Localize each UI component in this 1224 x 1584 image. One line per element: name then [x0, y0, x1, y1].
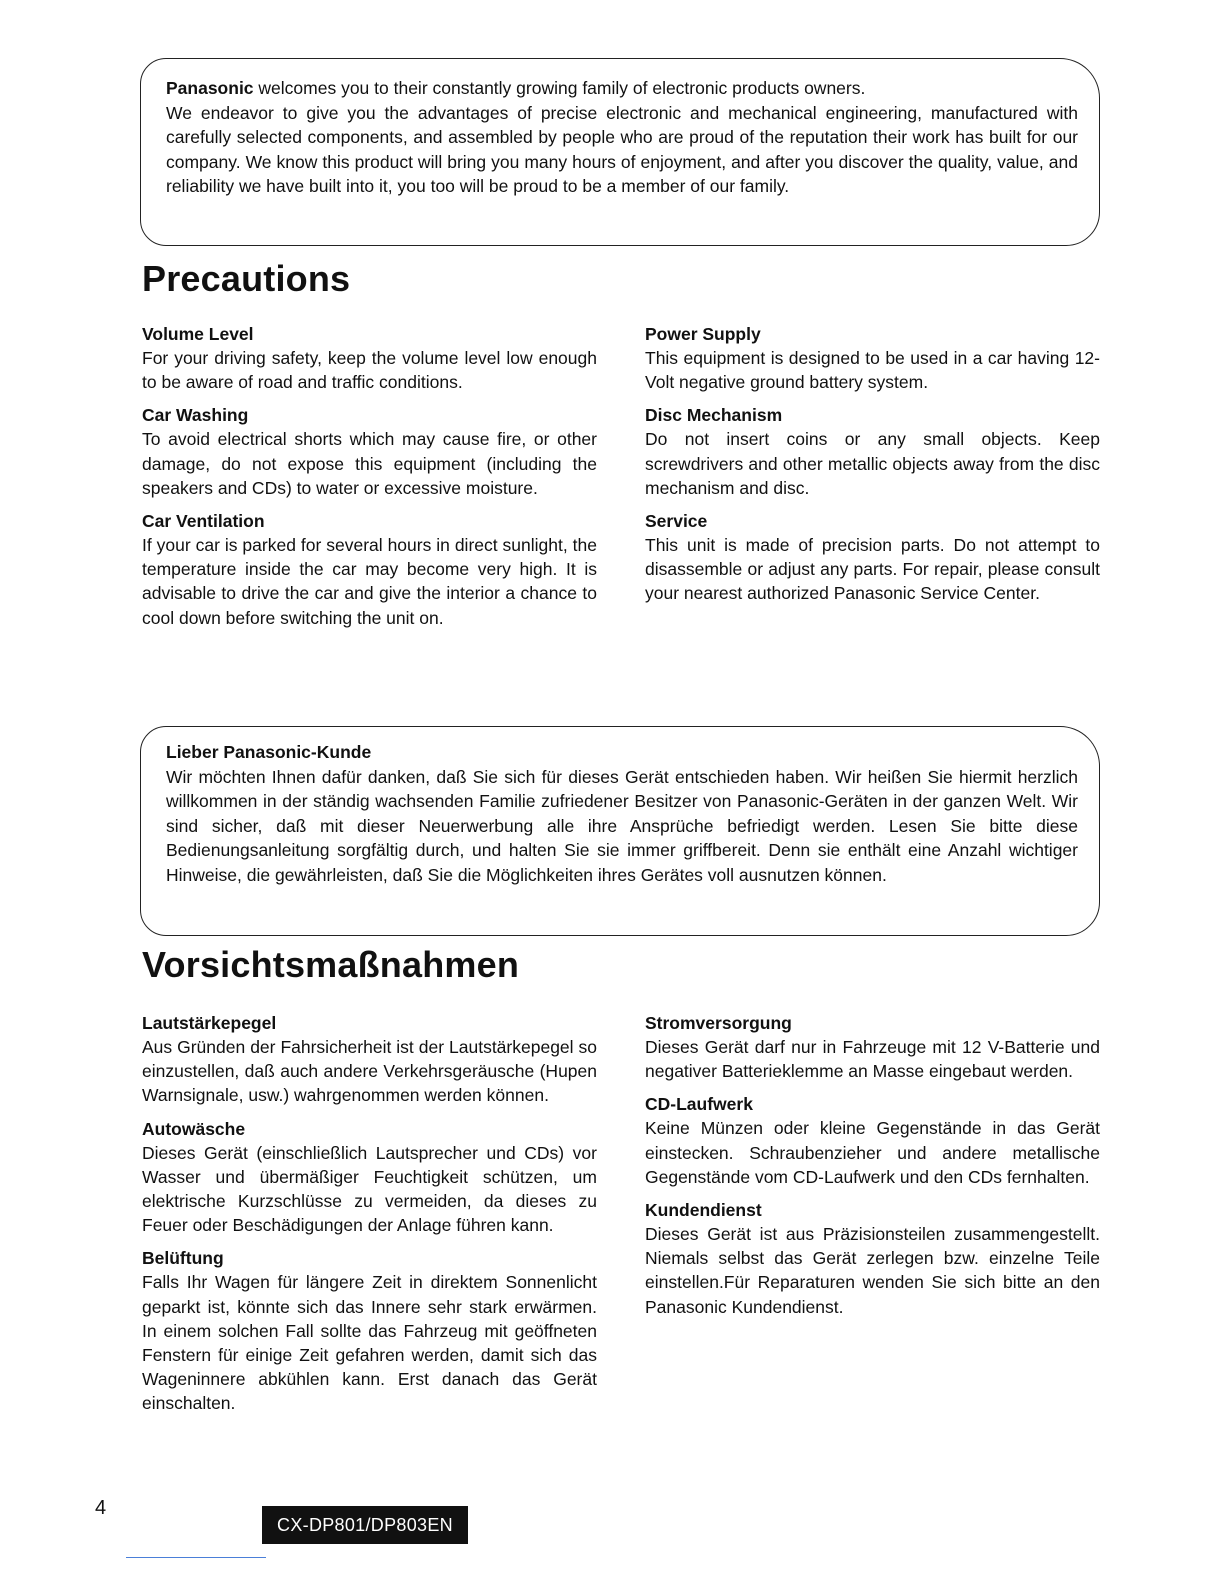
section-text: Do not insert coins or any small objects. Keep screwdrivers and other metallic objects away from the disc mechanism and disc.: [645, 429, 1100, 498]
section-stromversorgung: [645, 1011, 1100, 1083]
section-lautstaerkepegel: [142, 1011, 597, 1108]
precautions-de-right-column: [645, 1011, 1100, 1328]
section-car-ventilation: [142, 509, 597, 630]
welcome-body-en: We endeavor to give you the advantages of precise electronic and mechanical engineering, manufactured with carefully selected components, and assembled by people who are proud of the reputation their work has built for our company. We know this product will bring you many hours of enjoyment, and after you discover the quality, value, and reliability we have built into it, you too will be proud to be a member of our family.: [166, 102, 1078, 196]
section-heading: CD-Laufwerk: [645, 1094, 753, 1115]
section-text: Dieses Gerät ist aus Präzisionsteilen zusammengestellt. Niemals selbst das Gerät zerlegen bzw. einzelne Teile einstellen.Für Reparaturen wenden Sie sich bitte an den Panasonic Kundendienst.: [645, 1224, 1100, 1317]
section-text: Falls Ihr Wagen für längere Zeit in direktem Sonnenlicht geparkt ist, könnte sich das Innere sehr stark erwärmen. In einem solchen Fall sollte das Fahrzeug mit geöffneten Fenstern für einige Zeit gefahren werden, damit sich das Wageninnere abkühlen kann. Erst danach das Gerät einschalten.: [142, 1272, 597, 1414]
precautions-en-left-column: [142, 322, 597, 639]
section-heading: Volume Level: [142, 324, 254, 344]
welcome-text-de: [166, 740, 1078, 887]
section-disc-mechanism: [645, 403, 1100, 500]
divider: [126, 1557, 266, 1558]
brand-name: Panasonic: [166, 78, 254, 98]
page-title-vorsichtsmassnahmen: Vorsichtsmaßnahmen: [142, 944, 520, 985]
section-heading: Power Supply: [645, 324, 761, 344]
section-text: If your car is parked for several hours in direct sunlight, the temperature inside the car may become very high. It is advisable to drive the car and give the interior a chance to cool down before switching the unit on.: [142, 535, 597, 628]
model-badge: CX-DP801/DP803EN: [262, 1506, 468, 1544]
section-heading: Car Washing: [142, 405, 249, 426]
section-heading: Belüftung: [142, 1248, 224, 1269]
section-text: Aus Gründen der Fahrsicherheit ist der Lautstärkepegel so einzustellen, daß auch andere Verkehrsgeräusche (Hupen Warnsignale, usw.) wahrgenommen werden können.: [142, 1037, 597, 1106]
section-text: Keine Münzen oder kleine Gegenstände in das Gerät einstecken. Schraubenzieher und andere metallische Gegenstände vom CD-Laufwerk und den CDs fernhalten.: [645, 1118, 1100, 1187]
welcome-lead-en: welcomes you to their constantly growing family of electronic products owners.: [253, 78, 866, 98]
section-heading: Service: [645, 511, 708, 532]
section-text: For your driving safety, keep the volume level low enough to be aware of road and traffic conditions.: [142, 348, 597, 393]
precautions-de-left-column: [142, 1011, 597, 1425]
section-kundendienst: [645, 1198, 1100, 1319]
welcome-heading-de: Lieber Panasonic-Kunde: [166, 742, 372, 762]
section-heading: Kundendienst: [645, 1200, 762, 1221]
section-power-supply: [645, 322, 1100, 394]
section-heading: Car Ventilation: [142, 511, 265, 532]
section-cd-laufwerk: [645, 1092, 1100, 1189]
section-belueftung: [142, 1246, 597, 1415]
section-text: To avoid electrical shorts which may cause fire, or other damage, do not expose this equipment (including the speakers and CDs) to water or excessive moisture.: [142, 429, 597, 498]
section-text: Dieses Gerät darf nur in Fahrzeuge mit 12 V-Batterie und negativer Batterieklemme an Masse eingebaut werden.: [645, 1037, 1100, 1082]
section-heading: Disc Mechanism: [645, 405, 783, 426]
page-title-precautions: Precautions: [142, 258, 351, 299]
page-number: 4: [95, 1497, 107, 1519]
section-heading: Lautstärkepegel: [142, 1013, 277, 1033]
section-text: This equipment is designed to be used in a car having 12-Volt negative ground battery system.: [645, 348, 1100, 393]
section-text: Dieses Gerät (einschließlich Lautsprecher und CDs) vor Wasser und übermäßiger Feuchtigkeit schützen, um elektrische Kurzschlüsse zu vermeiden, da dieses zu Feuer oder Beschädigungen der Anlage führen kann.: [142, 1142, 597, 1236]
section-heading: Autowäsche: [142, 1118, 246, 1139]
welcome-body-de: Wir möchten Ihnen dafür danken, daß Sie sich für dieses Gerät entschieden haben. Wir heißen Sie hiermit herzlich willkommen in der ständig wachsenden Familie zufriedener Besitzer von Panasonic-Geräten in der ganzen Welt. Wir sind sicher, daß mit dieser Neuerwerbung alle ihre Ansprüche befriedigt werden. Lesen Sie bitte diese Bedienungsanleitung sorgfältig durch, und halten Sie sie immer griffbereit. Denn sie enthält eine Anzahl wichtiger Hinweise, die gewährleisten, daß Sie die Möglichkeiten ihres Gerätes voll ausnutzen können.: [166, 766, 1078, 885]
precautions-en-right-column: [645, 322, 1100, 615]
section-autowaesche: [142, 1117, 597, 1238]
welcome-text-en: [166, 76, 1078, 199]
section-service: [645, 509, 1100, 606]
section-heading: Stromversorgung: [645, 1013, 792, 1033]
section-volume-level: [142, 322, 597, 394]
section-text: This unit is made of precision parts. Do not attempt to disassemble or adjust any parts. For repair, please consult your nearest authorized Panasonic Service Center.: [645, 535, 1100, 604]
section-car-washing: [142, 403, 597, 500]
